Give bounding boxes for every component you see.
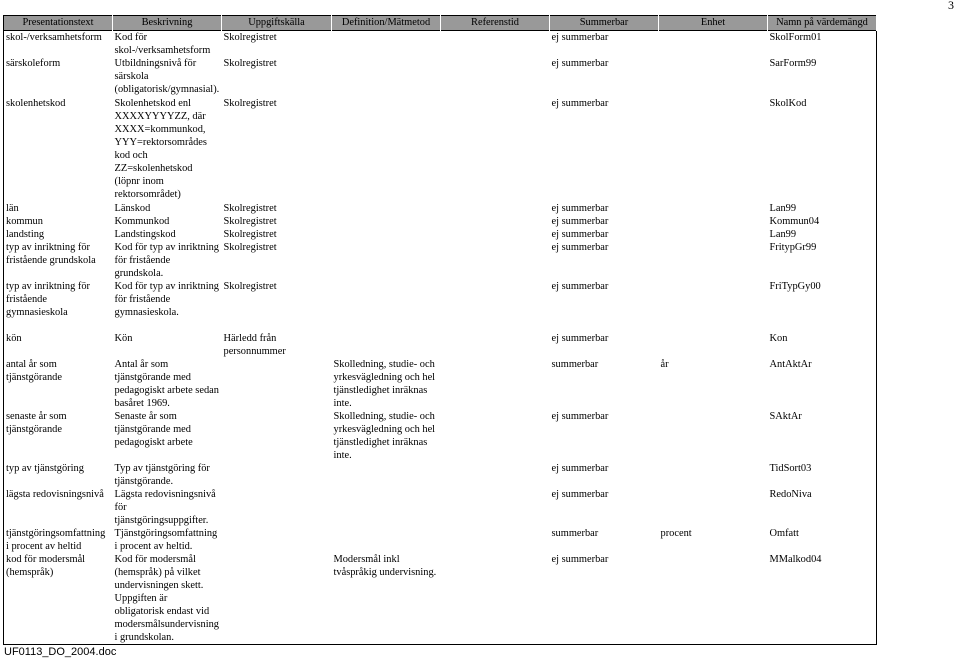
table-cell: ej summerbar [551,58,609,69]
table-cell: Utbildningsnivå för särskola (obligatorisk/gymnasial). [114,58,220,95]
table-cell: Antal år som tjänstgörande med pedagogiskt arbete sedan basåret 1969. [114,359,219,409]
table-cell: tjänstgöringsomfattning i procent av heltid [6,528,106,552]
table-cell [659,97,768,202]
table-cell: Kod för typ av inriktning för fristående grundskola. [114,242,219,279]
table-cell: Typ av tjänstgöring för tjänstgörande. [114,463,210,487]
table-cell: MMalkod04 [768,553,877,645]
table-row [4,488,877,527]
table-cell: län [6,203,19,214]
table-cell: särskoleform [6,58,61,69]
table-cell: Skolenhetskod enl XXXXYYYYZZ, där XXXX=kommunkod, YYY=rektorsområdes kod och ZZ=skolenhetskod (löpnr inom rektorsområdet) [114,98,207,200]
table-cell [332,332,441,358]
table-cell [332,488,441,527]
table-cell: Härledd från personnummer [223,333,286,357]
table-cell [441,527,550,553]
table-cell: Kod för modersmål (hemspråk) på vilket undervisningen skett. Uppgiften är obligatorisk endast vid modersmålsundervisning i grundskolan. [114,554,219,643]
table-cell: typ av inriktning för fristående grundskola [6,242,96,266]
table-cell: ej summerbar [551,411,609,422]
table-cell [441,553,550,645]
table-row [4,358,877,410]
table-cell [659,31,768,58]
table-cell [441,410,550,462]
table-cell [441,202,550,215]
table-cell: SkolKod [768,97,877,202]
column-header: Uppgiftskälla [222,16,332,31]
table-cell: ej summerbar [551,554,609,565]
column-header: Definition/Mätmetod [332,16,441,31]
table-cell: Kod för typ av inriktning för fristående gymnasieskola. [114,281,219,318]
table-cell: skolenhetskod [6,98,66,109]
table-cell: antal år som tjänstgörande [6,359,62,383]
table-cell: Skolregistret [223,281,277,292]
table-cell: TidSort03 [768,462,877,488]
table-cell [222,462,332,488]
table-header-row [4,16,877,31]
table-cell: SarForm99 [768,57,877,97]
table-cell [659,215,768,228]
table-cell [441,241,550,280]
table-cell [222,410,332,462]
table-cell: Kön [114,333,133,344]
table-cell: ej summerbar [551,242,609,253]
table-cell [222,527,332,553]
table-cell [659,57,768,97]
column-header: Summerbar [550,16,659,31]
table-cell: summerbar [551,528,599,539]
table-cell: Lan99 [768,202,877,215]
table-cell: ej summerbar [551,98,609,109]
column-header: Beskrivning [113,16,222,31]
table-cell: ej summerbar [551,489,609,500]
table-cell [659,241,768,280]
column-header: Enhet [659,16,768,31]
table-cell [659,202,768,215]
table-cell: SAktAr [768,410,877,462]
table-cell [441,31,550,58]
table-cell: procent [660,528,692,539]
variable-table [3,15,877,645]
table-cell: år [660,359,669,370]
table-cell [332,527,441,553]
table-row [4,332,877,358]
table-cell: landsting [6,229,45,240]
table-cell: kön [6,333,22,344]
table-cell: FriTypGy00 [768,280,877,332]
table-cell [441,488,550,527]
table-cell [222,488,332,527]
table-cell [659,332,768,358]
table-cell: Kommunkod [114,216,170,227]
table-cell: ej summerbar [551,216,609,227]
table-cell [659,488,768,527]
table-cell: Senaste år som tjänstgörande med pedagogiskt arbete [114,411,193,448]
table-cell [441,358,550,410]
table-cell: Kon [768,332,877,358]
table-cell: skol-/verksamhetsform [6,32,102,43]
table-row [4,410,877,462]
table-cell [441,215,550,228]
table-cell [441,57,550,97]
column-header: Referenstid [441,16,550,31]
table-cell: Skolregistret [223,242,277,253]
column-header: Namn på värdemängd [768,16,877,31]
column-header: Presentationstext [4,16,113,31]
table-cell: ej summerbar [551,281,609,292]
table-cell: summerbar [551,359,599,370]
table-cell [332,280,441,332]
table-cell: Omfatt [768,527,877,553]
table-cell: ej summerbar [551,333,609,344]
table-cell [222,553,332,645]
table-row [4,202,877,215]
table-cell [659,228,768,241]
table-cell: Skolregistret [223,32,277,43]
table-cell: Lägsta redovisningsnivå för tjänstgöringsuppgifter. [114,489,216,526]
table-cell [659,410,768,462]
table-cell [332,31,441,58]
table-cell: senaste år som tjänstgörande [6,411,67,435]
table-row [4,57,877,97]
table-cell: Kod för skol-/verksamhetsform [114,32,211,56]
table-cell [441,228,550,241]
table-cell [441,280,550,332]
table-body [4,31,877,645]
table-cell [332,215,441,228]
table-cell: Skolregistret [223,216,277,227]
table-cell: Landstingskod [114,229,176,240]
table-cell [659,553,768,645]
table-row [4,228,877,241]
table-cell: Tjänstgöringsomfattning i procent av heltid. [114,528,218,552]
table-row [4,527,877,553]
table-cell: Skolregistret [223,203,277,214]
table-cell [659,462,768,488]
table-cell [332,202,441,215]
table-cell [332,241,441,280]
table-cell: typ av inriktning för fristående gymnasieskola [6,281,90,318]
table-row [4,97,877,202]
table-row [4,553,877,645]
table-cell: SkolForm01 [768,31,877,58]
table-row [4,241,877,280]
table-cell: ej summerbar [551,203,609,214]
table-cell: FritypGr99 [768,241,877,280]
table-cell: Skolregistret [223,229,277,240]
table-cell: Skolregistret [223,58,277,69]
table-cell [441,97,550,202]
table-cell: Skolledning, studie- och yrkesvägledning och hel tjänstledighet inräknas inte. [333,359,436,409]
table-cell [332,97,441,202]
table-cell: kommun [6,216,43,227]
table-cell: Modersmål inkl tvåspråkig undervisning. [333,554,437,578]
table-cell: typ av tjänstgöring [6,463,84,474]
table-cell: lägsta redovisningsnivå [6,489,104,500]
table-cell: Kommun04 [768,215,877,228]
table-cell [222,358,332,410]
table-cell: ej summerbar [551,32,609,43]
table-cell: kod för modersmål (hemspråk) [6,554,86,578]
table-cell: ej summerbar [551,229,609,240]
table-cell [332,462,441,488]
table-row [4,31,877,58]
page-number: 3 [948,0,954,12]
table-cell: ej summerbar [551,463,609,474]
table-cell [441,332,550,358]
table-row [4,215,877,228]
table-cell: RedoNiva [768,488,877,527]
table-cell: AntAktAr [768,358,877,410]
footer-filename: UF0113_DO_2004.doc [4,646,117,658]
table-cell [441,462,550,488]
table-cell: Lan99 [768,228,877,241]
table-cell: Länskod [114,203,151,214]
table-cell: Skolledning, studie- och yrkesvägledning och hel tjänstledighet inräknas inte. [333,411,436,461]
table-cell [659,280,768,332]
table-row [4,462,877,488]
table-cell [332,228,441,241]
table-cell [332,57,441,97]
table-row [4,280,877,332]
table-cell: Skolregistret [223,98,277,109]
